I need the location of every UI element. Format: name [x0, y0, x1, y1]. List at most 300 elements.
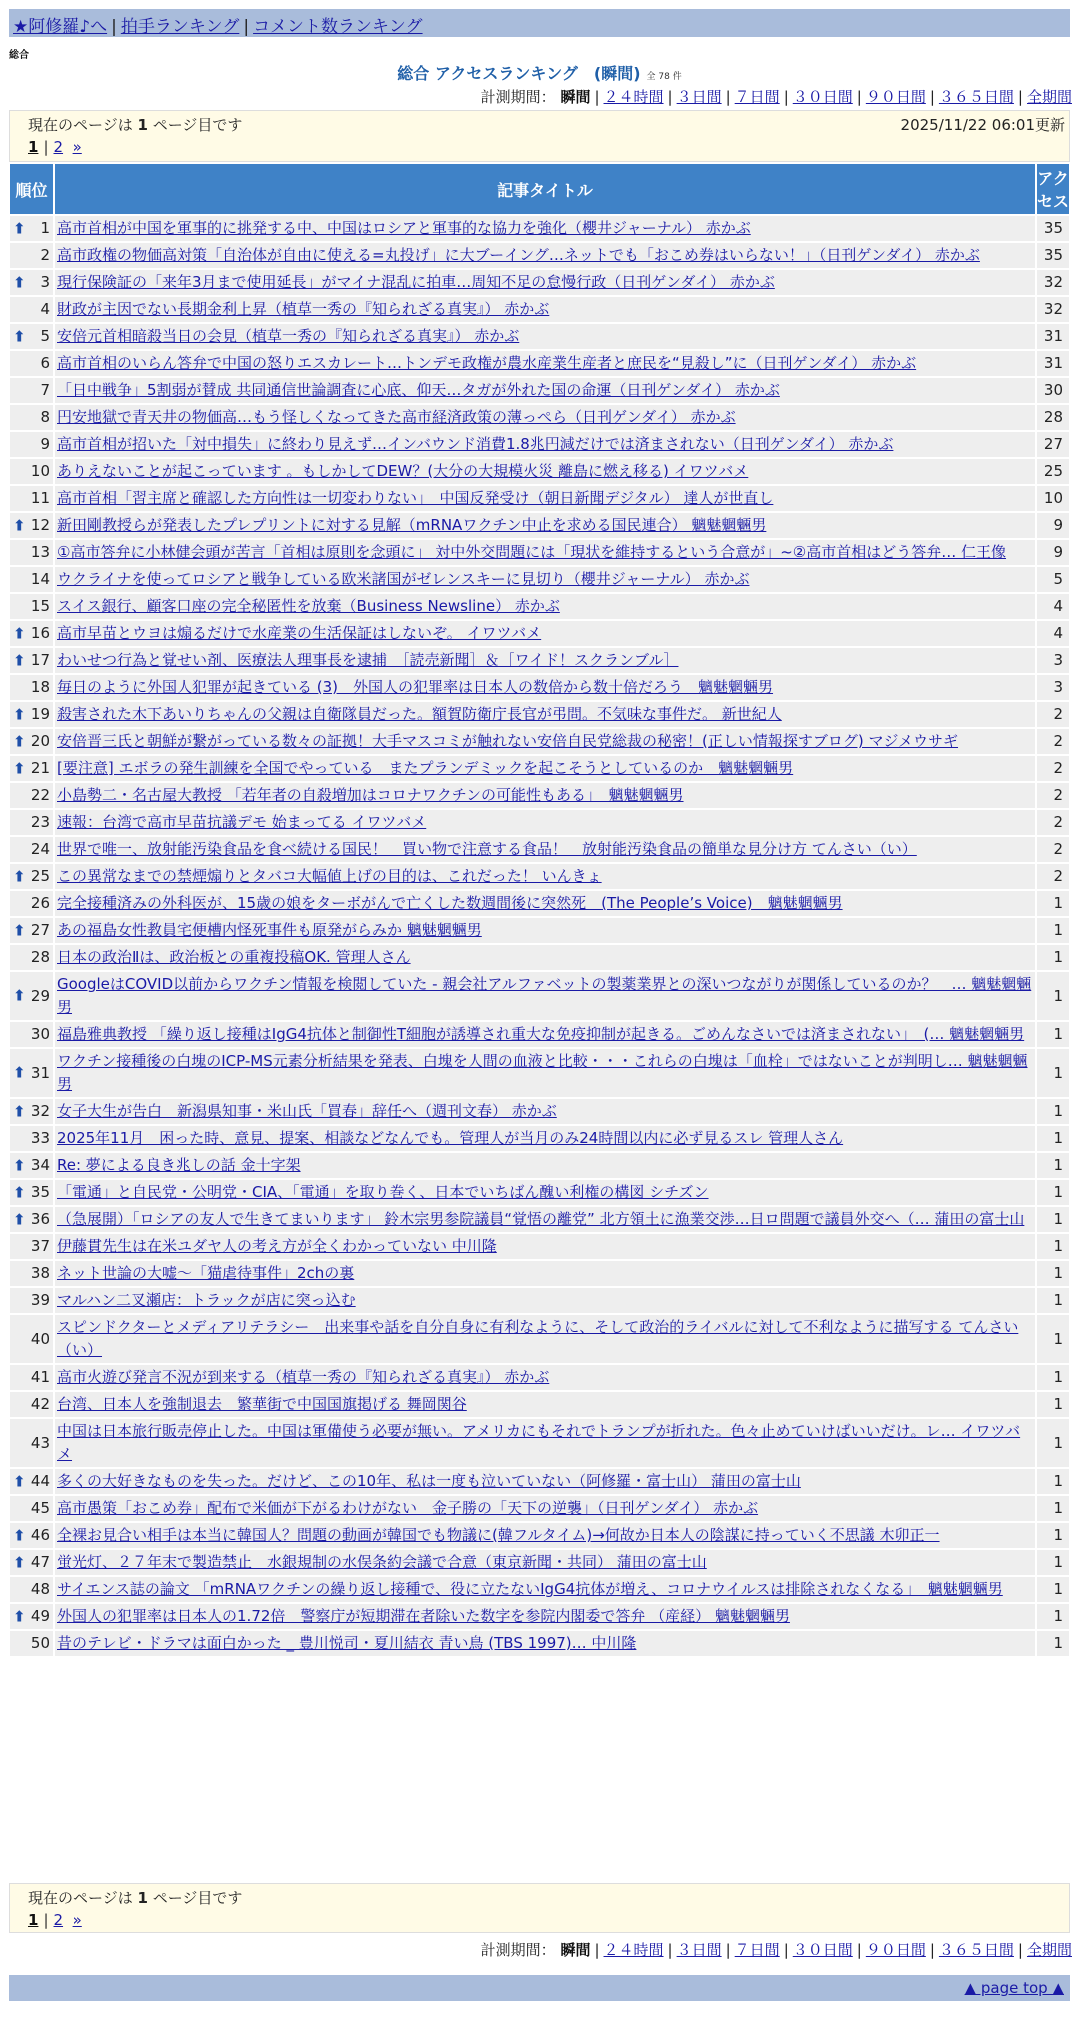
table-row — [9, 215, 1070, 242]
rank-up-arrow-icon: ⬆ — [13, 624, 26, 642]
article-link[interactable]: 高市早苗とウヨは煽るだけで水産業の生活保証はしないぞ。 イワツバメ — [57, 624, 542, 642]
page-2-link[interactable]: 2 — [53, 1911, 64, 1929]
title-cell — [54, 215, 1036, 242]
article-link[interactable]: 高市首相が中国を軍事的に挑発する中、中国はロシアと軍事的な協力を強化（櫻井ジャーナル） 赤かぶ — [57, 219, 751, 237]
title-cell — [54, 971, 1036, 1021]
rank-cell — [9, 1468, 54, 1495]
access-count: 25 — [1036, 458, 1070, 485]
access-count: 1 — [1036, 1048, 1070, 1098]
rank-cell — [9, 215, 54, 242]
table-row — [9, 512, 1070, 539]
rank-cell — [9, 917, 54, 944]
article-link[interactable]: 現行保険証の「来年3月まで使用延長」がマイナ混乱に拍車…周知不足の怠慢行政（日刊ゲンダイ） 赤かぶ — [57, 273, 775, 291]
comment-ranking-link[interactable]: コメント数ランキング — [253, 17, 423, 37]
article-link[interactable]: 毎日のように外国人犯罪が起きている (3) 外国人の犯罪率は日本人の数倍から数十倍だろう 魑魅魍魎男 — [57, 678, 774, 696]
rank-up-arrow-icon: ⬆ — [13, 1472, 26, 1490]
rank-up-arrow-icon: ⬆ — [13, 1553, 26, 1571]
rank-cell — [9, 1314, 54, 1364]
rank-cell — [9, 242, 54, 269]
rank-cell — [9, 539, 54, 566]
page-status: 現在のページは 1 ページ目です — [28, 1889, 243, 1907]
access-count: 1 — [1036, 1391, 1070, 1418]
article-link[interactable]: 全裸お見合い相手は本当に韓国人？問題の動画が韓国でも物議に(韓フルタイム)→何故か日本人の陰謀に持っていく不思議 木卯正一 — [57, 1526, 940, 1544]
rank-number: 42 — [30, 1395, 50, 1413]
rank-up-arrow-icon: ⬆ — [13, 1526, 26, 1544]
article-link[interactable]: （急展開）「ロシアの友人で生きてまいります」 鈴木宗男参院議員“覚悟の離党” 北方領土に漁業交渉…日ロ問題で議員外交へ（… 蒲田の富士山 — [57, 1210, 1025, 1228]
article-link[interactable]: サイエンス誌の論文 「mRNAワクチンの繰り返し接種で、役に立たないIgG4抗体が増え、コロナウイルスは排除されなくなる」 魑魅魍魎男 — [57, 1580, 1003, 1598]
table-row — [9, 701, 1070, 728]
rank-number: 19 — [30, 705, 50, 723]
rank-up-arrow-icon: ⬆ — [13, 867, 26, 885]
access-count: 2 — [1036, 728, 1070, 755]
table-row — [9, 1048, 1070, 1098]
title-cell — [54, 1233, 1036, 1260]
title-cell — [54, 809, 1036, 836]
rank-number: 20 — [30, 732, 50, 750]
rank-cell — [9, 1233, 54, 1260]
access-count: 1 — [1036, 1152, 1070, 1179]
title-cell — [54, 836, 1036, 863]
rank-number: 2 — [40, 246, 50, 264]
access-count: 1 — [1036, 1125, 1070, 1152]
title-cell — [54, 620, 1036, 647]
rank-number: 3 — [40, 273, 50, 291]
article-link[interactable]: 安倍晋三氏と朝鮮が繋がっている数々の証拠！大手マスコミが触れない安倍自民党総裁の秘密！(正しい情報探すブログ) マジメウサギ — [57, 732, 959, 750]
access-count: 1 — [1036, 1418, 1070, 1468]
access-count: 9 — [1036, 539, 1070, 566]
access-count: 28 — [1036, 404, 1070, 431]
rank-number: 28 — [30, 948, 50, 966]
table-row — [9, 1391, 1070, 1418]
table-row — [9, 917, 1070, 944]
rank-up-arrow-icon: ⬆ — [13, 1607, 26, 1625]
title-cell — [54, 296, 1036, 323]
article-link[interactable]: 安倍元首相暗殺当日の会見（植草一秀の『知られざる真実』） 赤かぶ — [57, 327, 520, 345]
period-7d[interactable]: ７日間 — [734, 88, 780, 106]
rank-number: 49 — [30, 1607, 50, 1625]
rank-number: 10 — [30, 462, 50, 480]
table-row — [9, 674, 1070, 701]
access-count: 1 — [1036, 1522, 1070, 1549]
article-link[interactable]: 「電通」と自民党・公明党・CIA、「電通」を取り巻く、日本でいちばん醜い利権の構図 シチズン — [57, 1183, 709, 1201]
period-all[interactable]: 全期間 — [1026, 88, 1072, 106]
rank-up-arrow-icon: ⬆ — [13, 986, 26, 1005]
article-link[interactable]: ありえないことが起こっています 。もしかしてDEW？(大分の大規模火災 離島に燃え移る) イワツバメ — [57, 462, 749, 480]
table-row — [9, 431, 1070, 458]
title-cell — [54, 1468, 1036, 1495]
article-link[interactable]: 台湾、日本人を強制退去 繁華街で中国国旗掲げる 舞岡関谷 — [57, 1395, 467, 1413]
access-count: 5 — [1036, 566, 1070, 593]
period-3d[interactable]: ３日間 — [676, 1941, 722, 1959]
rank-number: 37 — [30, 1237, 50, 1255]
access-count: 1 — [1036, 1468, 1070, 1495]
title-cell — [54, 404, 1036, 431]
access-count: 1 — [1036, 1287, 1070, 1314]
article-link[interactable]: 福島雅典教授 「繰り返し接種はIgG4抗体と制御性T細胞が誘導され重大な免疫抑制が起きる。ごめんなさいでは済まされない」 (… 魑魅魍魎男 — [57, 1025, 1025, 1043]
rank-cell — [9, 1098, 54, 1125]
period-24h[interactable]: ２４時間 — [603, 1941, 664, 1959]
title-cell — [54, 1603, 1036, 1630]
rank-cell — [9, 1603, 54, 1630]
table-row — [9, 485, 1070, 512]
rank-cell — [9, 836, 54, 863]
table-row — [9, 755, 1070, 782]
title-cell — [54, 1391, 1036, 1418]
article-link[interactable]: 「日中戦争」5割弱が賛成 共同通信世論調査に心底、仰天…タガが外れた国の命運（日刊ゲンダイ） 赤かぶ — [57, 381, 780, 399]
title-cell — [54, 1260, 1036, 1287]
period-30d[interactable]: ３０日間 — [792, 1941, 853, 1959]
title-cell — [54, 431, 1036, 458]
rank-cell — [9, 1206, 54, 1233]
rank-cell — [9, 647, 54, 674]
title-cell — [54, 1314, 1036, 1364]
access-count: 1 — [1036, 1098, 1070, 1125]
pager-bottom — [9, 1883, 1070, 1933]
article-link[interactable]: 世界で唯一、放射能汚染食品を食べ続ける国民！ 買い物で注意する食品！ 放射能汚染食品の簡単な見分け方 てんさい（い） — [57, 840, 917, 858]
title-cell — [54, 1125, 1036, 1152]
access-count: 1 — [1036, 944, 1070, 971]
access-count: 1 — [1036, 917, 1070, 944]
table-row — [9, 1495, 1070, 1522]
article-link[interactable]: 昔のテレビ・ドラマは面白かった _ 豊川悦司・夏川結衣 青い鳥 (TBS 1997)… 中川隆 — [57, 1634, 637, 1652]
next-page-link[interactable]: » — [72, 138, 82, 156]
title-cell — [54, 1021, 1036, 1048]
rank-up-arrow-icon: ⬆ — [13, 1063, 26, 1082]
article-link[interactable]: 円安地獄で青天井の物価高…もう怪しくなってきた高市経済政策の薄っぺら（日刊ゲンダイ） 赤かぶ — [57, 408, 736, 426]
title-cell — [54, 674, 1036, 701]
period-all[interactable]: 全期間 — [1026, 1941, 1072, 1959]
period-current: 瞬間 — [560, 1941, 591, 1959]
table-row — [9, 809, 1070, 836]
rank-number: 11 — [30, 489, 50, 507]
period-30d[interactable]: ３０日間 — [792, 88, 853, 106]
period-current: 瞬間 — [560, 88, 591, 106]
table-row — [9, 1364, 1070, 1391]
access-count: 2 — [1036, 755, 1070, 782]
article-link[interactable]: マルハン二叉瀬店：トラックが店に突っ込む — [57, 1291, 356, 1309]
rank-number: 22 — [30, 786, 50, 804]
title-cell — [54, 917, 1036, 944]
page-status: 現在のページは 1 ページ目です — [28, 116, 243, 134]
rank-cell — [9, 944, 54, 971]
period-90d[interactable]: ９０日間 — [865, 88, 926, 106]
table-row — [9, 377, 1070, 404]
table-row — [9, 1468, 1070, 1495]
access-count: 1 — [1036, 1576, 1070, 1603]
title-cell — [54, 539, 1036, 566]
rank-up-arrow-icon: ⬆ — [13, 921, 26, 939]
article-link[interactable]: 高市首相「習主席と確認した方向性は一切変わりない」 中国反発受け（朝日新聞デジタル） 達人が世直し — [57, 489, 774, 507]
article-link[interactable]: 女子大生が告白 新潟県知事・米山氏「買春」辞任へ（週刊文春） 赤かぶ — [57, 1102, 557, 1120]
title-cell — [54, 377, 1036, 404]
rank-number: 15 — [30, 597, 50, 615]
access-count: 32 — [1036, 296, 1070, 323]
access-count: 4 — [1036, 620, 1070, 647]
article-link[interactable]: あの福島女性教員宅便槽内怪死事件も原発がらみか 魑魅魍魎男 — [57, 921, 482, 939]
rank-number: 47 — [30, 1553, 50, 1571]
article-link[interactable]: ワクチン接種後の白塊のICP-MS元素分析結果を発表、白塊を人間の血液と比較・・・これらの白塊は「血栓」ではないことが判明し… 魑魅魍魎男 — [57, 1052, 1028, 1093]
access-count: 3 — [1036, 647, 1070, 674]
rank-cell — [9, 809, 54, 836]
rank-number: 32 — [30, 1102, 50, 1120]
article-link[interactable]: 財政が主因でない長期金利上昇（植草一秀の『知られざる真実』） 赤かぶ — [57, 300, 550, 318]
next-page-link[interactable]: » — [72, 1911, 82, 1929]
access-count: 1 — [1036, 971, 1070, 1021]
article-link[interactable]: 高市首相のいらん答弁で中国の怒りエスカレート…トンデモ政権が農水産業生産者と庶民を“見殺し”に（日刊ゲンダイ） 赤かぶ — [57, 354, 917, 372]
page-top-link[interactable]: ▲ page top ▲ — [964, 1979, 1064, 1997]
table-row — [9, 566, 1070, 593]
rank-cell — [9, 269, 54, 296]
rank-number: 17 — [30, 651, 50, 669]
title-cell — [54, 566, 1036, 593]
rank-number: 29 — [30, 986, 50, 1005]
period-3d[interactable]: ３日間 — [676, 88, 722, 106]
access-count: 1 — [1036, 1206, 1070, 1233]
article-link[interactable]: ネット世論の大嘘～「猫虐待事件」2chの裏 — [57, 1264, 355, 1282]
title-cell — [54, 1364, 1036, 1391]
period-label: 計測期間： — [480, 88, 556, 106]
article-link[interactable]: 完全接種済みの外科医が、15歳の娘をターボがんで亡くした数週間後に突然死 (The People’s Voice) 魑魅魍魎男 — [57, 894, 843, 912]
access-count: 1 — [1036, 1603, 1070, 1630]
article-link[interactable]: 殺害された木下あいりちゃんの父親は自衛隊員だった。額賀防衛庁長官が弔問。不気味な事件だ。 新世紀人 — [57, 705, 782, 723]
page-2-link[interactable]: 2 — [53, 138, 64, 156]
rank-cell — [9, 1391, 54, 1418]
rank-cell — [9, 863, 54, 890]
rank-number: 43 — [30, 1433, 50, 1452]
article-link[interactable]: 日本の政治Ⅱは、政治板との重複投稿OK. 管理人さん — [57, 948, 411, 966]
article-link[interactable]: Re: 夢による良き兆しの話 金十字架 — [57, 1156, 301, 1174]
rank-cell — [9, 431, 54, 458]
table-row — [9, 728, 1070, 755]
article-link[interactable]: 伊藤貫先生は在米ユダヤ人の考え方が全くわかっていない 中川隆 — [57, 1237, 497, 1255]
title-cell — [54, 1495, 1036, 1522]
period-label: 計測期間： — [480, 1941, 556, 1959]
section-label: 総合 — [9, 50, 29, 61]
col-title-header: 記事タイトル — [54, 163, 1036, 215]
period-selector-bottom: 計測期間： 瞬間 | ２４時間 | ３日間 | ７日間 | ３０日間 | ９０日間 | ３６５日間 | 全期間 — [480, 1941, 1072, 1959]
period-365d[interactable]: ３６５日間 — [938, 88, 1014, 106]
table-row — [9, 1125, 1070, 1152]
rank-cell — [9, 890, 54, 917]
rank-cell — [9, 296, 54, 323]
rank-up-arrow-icon: ⬆ — [13, 759, 26, 777]
access-count: 31 — [1036, 350, 1070, 377]
title-cell — [54, 1522, 1036, 1549]
item-count: 全 78 件 — [646, 72, 682, 82]
title-cell — [54, 755, 1036, 782]
rank-number: 1 — [40, 219, 50, 237]
rank-cell — [9, 323, 54, 350]
title-cell — [54, 485, 1036, 512]
page-title-row — [0, 61, 1079, 84]
access-count: 27 — [1036, 431, 1070, 458]
article-link[interactable]: 高市愚策「おこめ券」配布で米価が下がるわけがない 金子勝の「天下の逆襲」（日刊ゲンダイ） 赤かぶ — [57, 1499, 759, 1517]
rank-number: 45 — [30, 1499, 50, 1517]
table-row — [9, 1314, 1070, 1364]
rank-number: 33 — [30, 1129, 50, 1147]
access-count: 1 — [1036, 1630, 1070, 1657]
pagination: 1 | 2 » — [28, 138, 82, 156]
rank-cell — [9, 1021, 54, 1048]
table-row — [9, 539, 1070, 566]
rank-number: 9 — [40, 435, 50, 453]
rank-cell — [9, 593, 54, 620]
title-cell — [54, 1287, 1036, 1314]
article-link[interactable]: 中国は日本旅行販売停止した。中国は軍備使う必要が無い。アメリカにもそれでトランプが折れた。色々止めていけばいいだけ。レ… イワツバメ — [57, 1422, 1021, 1463]
rank-cell — [9, 1522, 54, 1549]
table-row — [9, 593, 1070, 620]
title-cell — [54, 323, 1036, 350]
access-count: 1 — [1036, 1495, 1070, 1522]
access-count: 4 — [1036, 593, 1070, 620]
pagination: 1 | 2 » — [28, 1911, 82, 1929]
title-cell — [54, 593, 1036, 620]
article-link[interactable]: この異常なまでの禁煙煽りとタバコ大幅値上げの目的は、これだった！ いんきょ — [57, 867, 602, 885]
period-90d[interactable]: ９０日間 — [865, 1941, 926, 1959]
article-link[interactable]: 外国人の犯罪率は日本人の1.72倍 警察庁が短期滞在者除いた数字を参院内閣委で答弁 （産経） 魑魅魍魎男 — [57, 1607, 790, 1625]
period-24h[interactable]: ２４時間 — [603, 88, 664, 106]
rank-number: 39 — [30, 1291, 50, 1309]
rank-number: 38 — [30, 1264, 50, 1282]
rank-cell — [9, 971, 54, 1021]
article-link[interactable]: GoogleはCOVID以前からワクチン情報を検閲していた - 親会社アルファベットの製薬業界との深いつながりが関係しているのか？ … 魑魅魍魎男 — [57, 975, 1032, 1016]
rank-number: 34 — [30, 1156, 50, 1174]
rank-cell — [9, 1549, 54, 1576]
title-cell — [54, 269, 1036, 296]
table-row — [9, 620, 1070, 647]
rank-number: 44 — [30, 1472, 50, 1490]
rank-cell — [9, 1576, 54, 1603]
table-row — [9, 944, 1070, 971]
page-title: 総合 アクセスランキング (瞬間) — [397, 64, 641, 83]
rank-up-arrow-icon: ⬆ — [13, 705, 26, 723]
rank-number: 48 — [30, 1580, 50, 1598]
rank-cell — [9, 1364, 54, 1391]
rank-cell — [9, 1125, 54, 1152]
access-count: 35 — [1036, 215, 1070, 242]
rank-cell — [9, 566, 54, 593]
article-link[interactable]: ウクライナを使ってロシアと戦争している欧米諸国がゼレンスキーに見切り（櫻井ジャーナル） 赤かぶ — [57, 570, 750, 588]
title-cell — [54, 458, 1036, 485]
article-link[interactable]: わいせつ行為と覚せい剤、医療法人理事長を逮捕 ［読売新聞］＆［ワイド！スクランブル］ — [57, 651, 679, 669]
title-cell — [54, 701, 1036, 728]
article-link[interactable]: 高市火遊び発言不況が到来する（植草一秀の『知られざる真実』） 赤かぶ — [57, 1368, 550, 1386]
page-current: 1 — [28, 1911, 39, 1929]
rank-cell — [9, 782, 54, 809]
article-link[interactable]: 蛍光灯、２７年末で製造禁止 水銀規制の水俣条約会議で合意（東京新聞・共同） 蒲田の富士山 — [57, 1553, 707, 1571]
article-link[interactable]: スピンドクターとメディアリテラシー 出来事や話を自分自身に有利なように、そして政治的ライバルに対して不利なように描写する てんさい（い） — [57, 1318, 1019, 1359]
rank-cell — [9, 404, 54, 431]
article-link[interactable]: 2025年11月 困った時、意見、提案、相談などなんでも。管理人が当月のみ24時間以内に必ず見るスレ 管理人さん — [57, 1129, 844, 1147]
title-cell — [54, 1098, 1036, 1125]
access-count: 1 — [1036, 1314, 1070, 1364]
table-row — [9, 836, 1070, 863]
article-link[interactable]: 多くの大好きなものを失った。だけど、この10年、私は一度も泣いていない（阿修羅・富士山） 蒲田の富士山 — [57, 1472, 801, 1490]
pager-top — [9, 110, 1070, 162]
title-cell — [54, 242, 1036, 269]
rank-number: 18 — [30, 678, 50, 696]
title-cell — [54, 1179, 1036, 1206]
rank-cell — [9, 1418, 54, 1468]
access-count: 1 — [1036, 1233, 1070, 1260]
title-cell — [54, 890, 1036, 917]
period-selector-top: 計測期間： 瞬間 | ２４時間 | ３日間 | ７日間 | ３０日間 | ９０日間 | ３６５日間 | 全期間 — [480, 88, 1072, 106]
rank-up-arrow-icon: ⬆ — [13, 273, 26, 291]
rank-up-arrow-icon: ⬆ — [13, 1183, 26, 1201]
table-row — [9, 890, 1070, 917]
rank-number: 7 — [40, 381, 50, 399]
rank-up-arrow-icon: ⬆ — [13, 1156, 26, 1174]
table-row — [9, 647, 1070, 674]
rank-up-arrow-icon: ⬆ — [13, 1210, 26, 1228]
article-link[interactable]: 高市首相が招いた「対中損失」に終わり見えず…インバウンド消費1.8兆円減だけでは済まされない（日刊ゲンダイ） 赤かぶ — [57, 435, 894, 453]
table-row — [9, 1603, 1070, 1630]
access-count: 2 — [1036, 836, 1070, 863]
title-cell — [54, 782, 1036, 809]
rank-cell — [9, 512, 54, 539]
table-row — [9, 1287, 1070, 1314]
article-link[interactable]: ①高市答弁に小林健会頭が苦言「首相は原則を念頭に」 対中外交問題には「現状を維持するという合意が」~②高市首相はどう答弁… 仁王像 — [57, 543, 1007, 561]
rank-number: 31 — [30, 1063, 50, 1082]
access-count: 35 — [1036, 242, 1070, 269]
rank-cell — [9, 1048, 54, 1098]
title-cell — [54, 1048, 1036, 1098]
title-cell — [54, 863, 1036, 890]
table-row — [9, 1179, 1070, 1206]
period-365d[interactable]: ３６５日間 — [938, 1941, 1014, 1959]
article-link[interactable]: 高市政権の物価高対策「自治体が自由に使える=丸投げ」に大ブーイング…ネットでも「おこめ券はいらない！」（日刊ゲンダイ） 赤かぶ — [57, 246, 980, 264]
access-count: 1 — [1036, 1364, 1070, 1391]
rank-up-arrow-icon: ⬆ — [13, 327, 26, 345]
rank-cell — [9, 1630, 54, 1657]
title-cell — [54, 512, 1036, 539]
table-row — [9, 404, 1070, 431]
article-link[interactable]: 速報：台湾で高市早苗抗議デモ 始まってる イワツバメ — [57, 813, 427, 831]
table-row — [9, 1260, 1070, 1287]
applause-ranking-link[interactable]: 拍手ランキング — [120, 17, 240, 37]
rank-number: 23 — [30, 813, 50, 831]
rank-number: 5 — [40, 327, 50, 345]
asyura-home-link[interactable]: ★阿修羅♪へ — [13, 17, 108, 37]
access-count: 2 — [1036, 809, 1070, 836]
table-row — [9, 1576, 1070, 1603]
rank-cell — [9, 1152, 54, 1179]
title-cell — [54, 728, 1036, 755]
access-count: 1 — [1036, 1021, 1070, 1048]
article-link[interactable]: [要注意] エボラの発生訓練を全国でやっている またプランデミックを起こそうとしているのか 魑魅魍魎男 — [57, 759, 794, 777]
access-count: 1 — [1036, 1260, 1070, 1287]
rank-up-arrow-icon: ⬆ — [13, 516, 26, 534]
rank-number: 16 — [30, 624, 50, 642]
access-count: 2 — [1036, 863, 1070, 890]
article-link[interactable]: 新田剛教授らが発表したプレプリントに対する見解（mRNAワクチン中止を求める国民連合） 魑魅魍魎男 — [57, 516, 767, 534]
rank-number: 13 — [30, 543, 50, 561]
top-nav-bar: ★阿修羅♪へ | 拍手ランキング | コメント数ランキング — [9, 9, 1070, 37]
rank-number: 8 — [40, 408, 50, 426]
title-cell — [54, 1152, 1036, 1179]
article-link[interactable]: スイス銀行、顧客口座の完全秘匿性を放棄（Business Newsline） 赤かぶ — [57, 597, 560, 615]
table-row — [9, 1152, 1070, 1179]
rank-number: 40 — [30, 1329, 50, 1348]
page-current: 1 — [28, 138, 39, 156]
title-cell — [54, 944, 1036, 971]
rank-cell — [9, 674, 54, 701]
period-7d[interactable]: ７日間 — [734, 1941, 780, 1959]
table-row — [9, 1021, 1070, 1048]
table-row — [9, 1418, 1070, 1468]
article-link[interactable]: 小島勢二・名古屋大教授 「若年者の自殺増加はコロナワクチンの可能性もある」 魑魅魍魎男 — [57, 786, 684, 804]
rank-up-arrow-icon: ⬆ — [13, 1102, 26, 1120]
